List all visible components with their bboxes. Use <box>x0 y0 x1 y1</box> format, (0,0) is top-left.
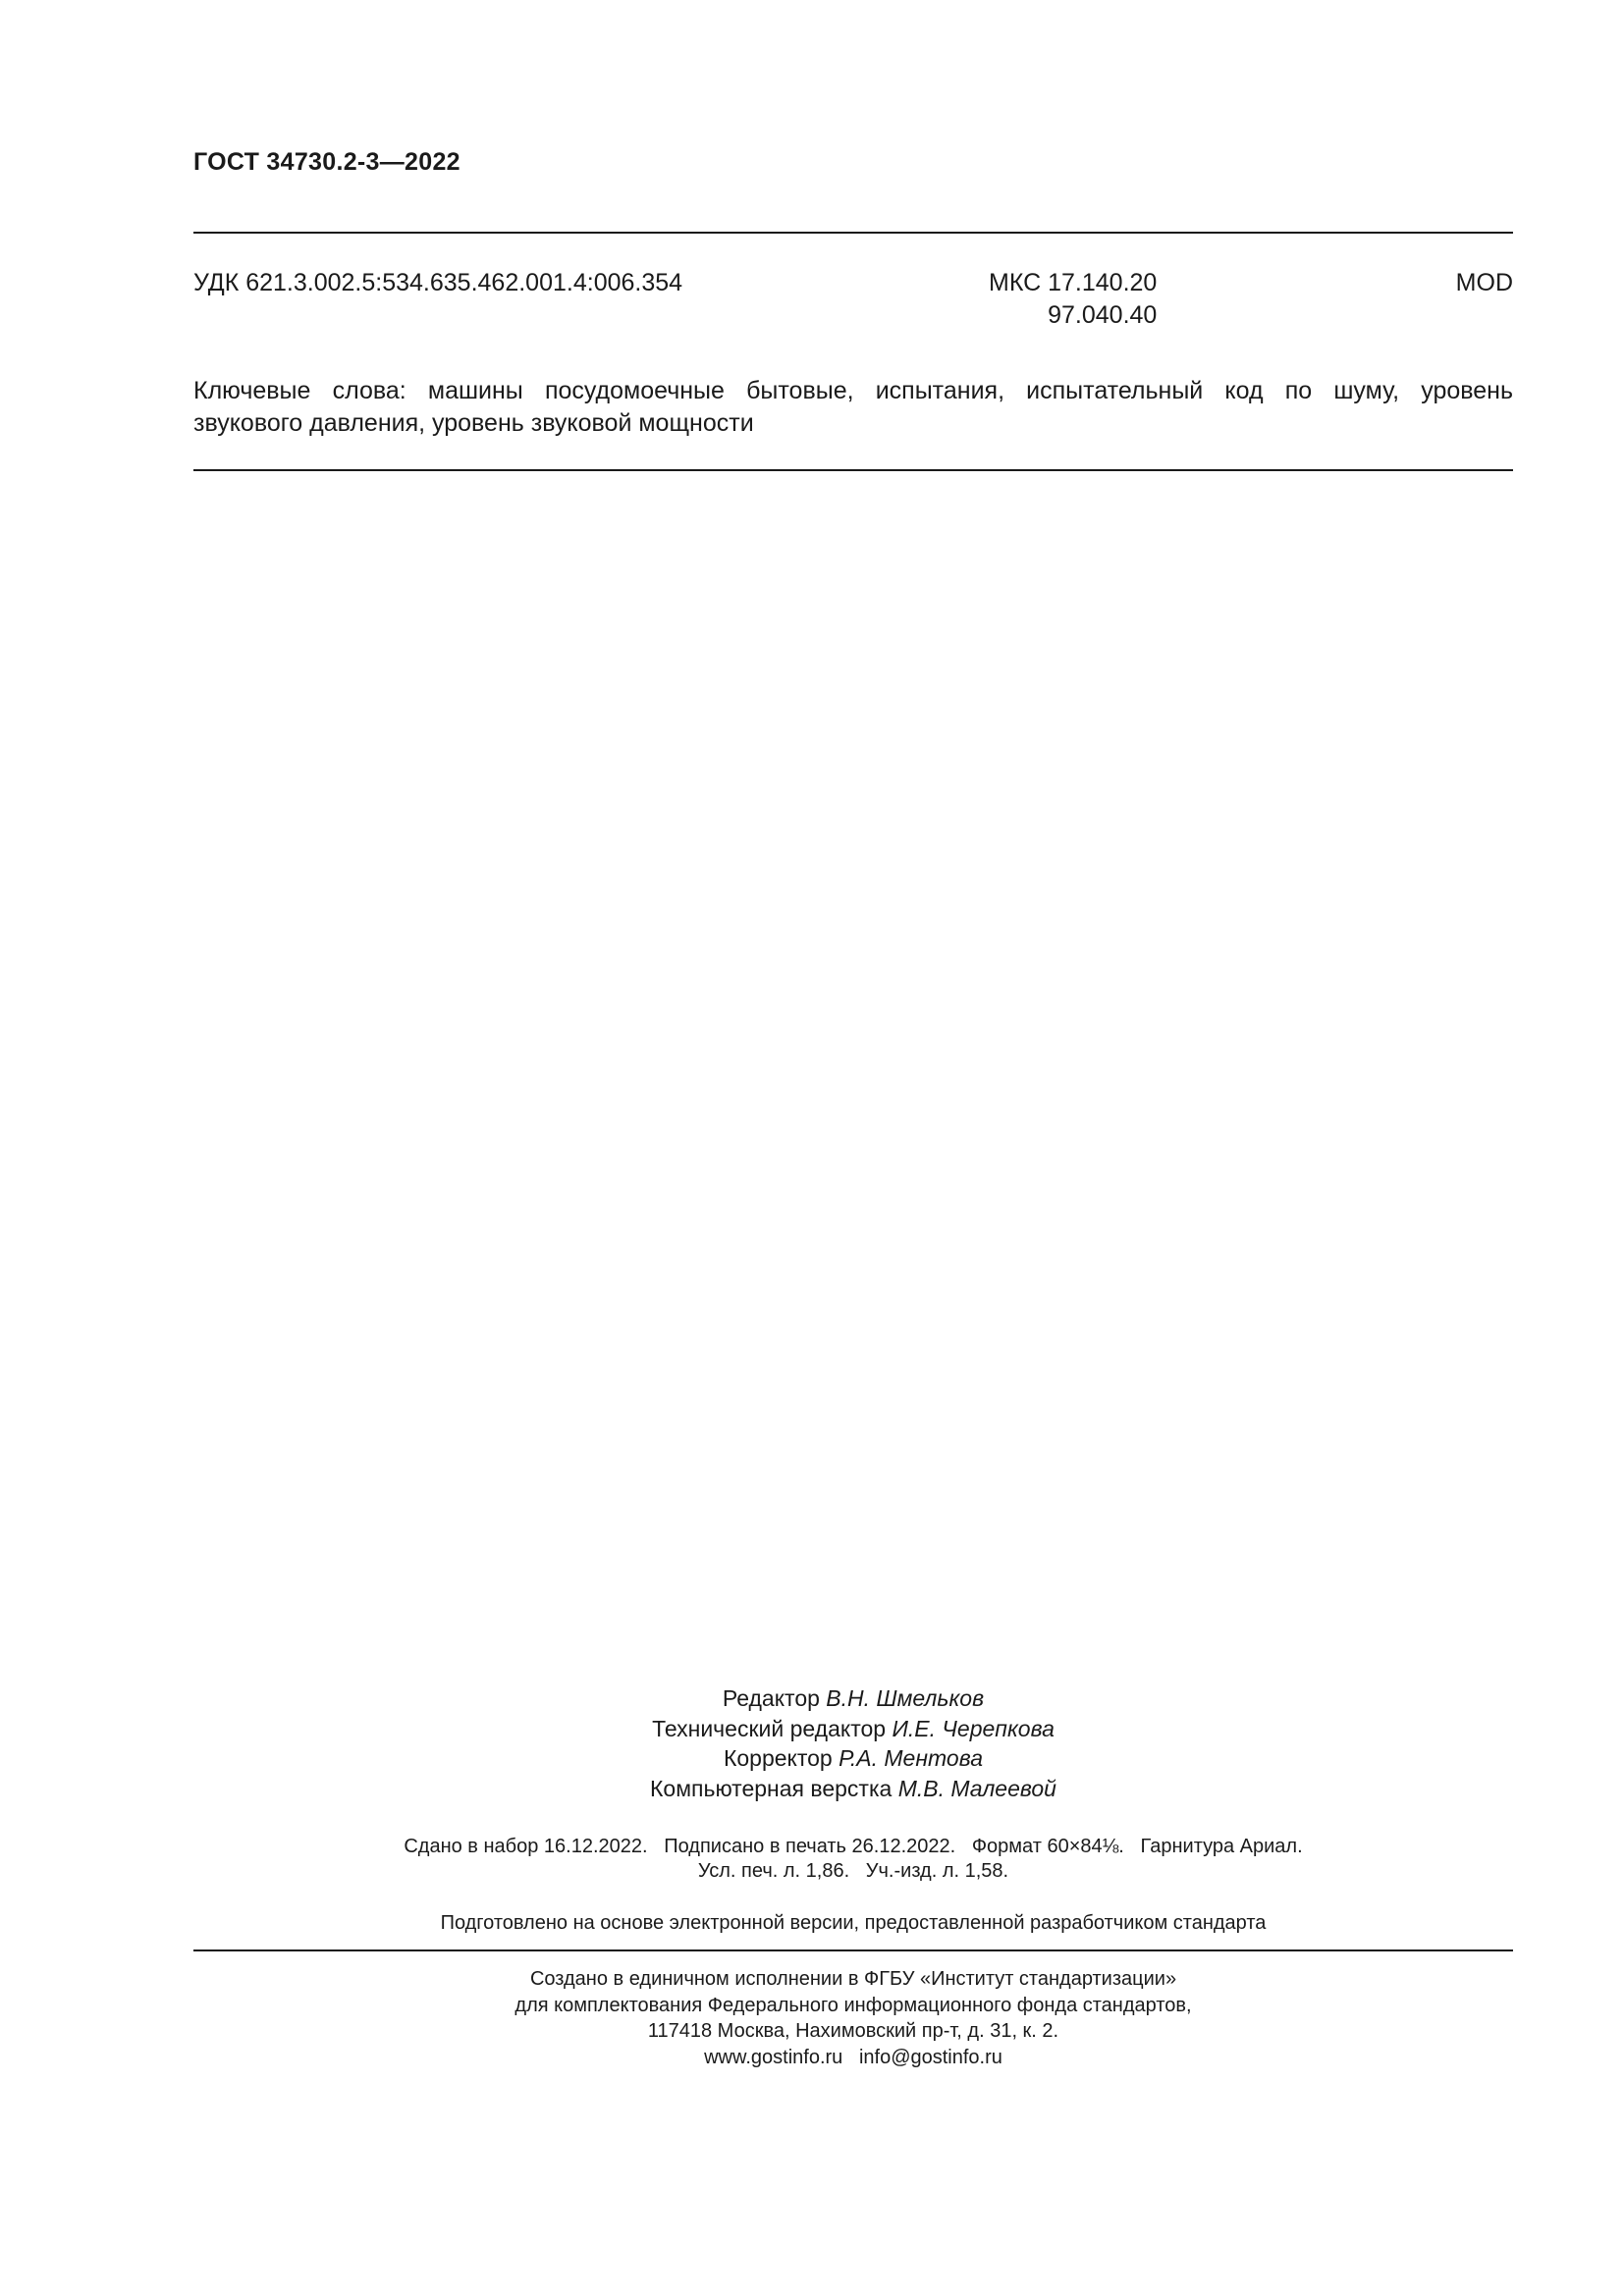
publisher-line-3: 117418 Москва, Нахимовский пр-т, д. 31, к. 2. <box>647 2020 1059 2042</box>
credit-role: Редактор <box>722 1685 820 1711</box>
keywords-divider <box>193 469 1513 471</box>
udk-code: УДК 621.3.002.5:534.635.462.001.4:006.354 <box>193 269 683 296</box>
credit-proofreader <box>193 1743 1513 1774</box>
credit-layout <box>193 1774 1513 1804</box>
mks-code-1: МКС 17.140.20 <box>989 269 1158 296</box>
credit-name: Р.А. Ментова <box>839 1745 983 1771</box>
credit-role: Компьютерная верстка <box>650 1775 893 1801</box>
prepared-note: Подготовлено на основе электронной версии, предоставленной разработчиком стандарта <box>440 1912 1267 1934</box>
publisher-line-2: для комплектования Федерального информационного фонда стандартов, <box>514 1994 1192 2016</box>
classification-row <box>193 267 1513 336</box>
credits-block <box>193 1683 1513 1803</box>
modification-mark: MOD <box>1455 269 1513 296</box>
keywords-line-1: Ключевые слова: машины посудомоечные бытовые, испытания, испытательный код по шуму, уровень <box>193 377 1513 404</box>
credit-name: М.В. Малеевой <box>897 1775 1056 1801</box>
publisher-line-1: Создано в единичном исполнении в ФГБУ «Институт стандартизации» <box>529 1968 1177 1990</box>
keywords-block <box>193 375 1513 440</box>
credit-name: И.Е. Черепкова <box>892 1715 1055 1741</box>
print-info-line-2: Усл. печ. л. 1,86. Уч.-изд. л. 1,58. <box>697 1860 1009 1882</box>
top-divider <box>193 232 1513 234</box>
mks-codes <box>989 267 1157 332</box>
mks-code-2: 97.040.40 <box>1048 301 1158 329</box>
credit-role: Корректор <box>723 1745 833 1771</box>
publisher-block <box>193 1966 1513 2070</box>
credit-tech-editor <box>193 1714 1513 1744</box>
print-info-block <box>193 1835 1513 1884</box>
bottom-divider <box>193 1949 1513 1951</box>
credit-editor <box>193 1683 1513 1714</box>
publisher-contacts: www.gostinfo.ru info@gostinfo.ru <box>704 2046 1002 2068</box>
credit-name: В.Н. Шмельков <box>826 1685 985 1711</box>
credit-role: Технический редактор <box>652 1715 887 1741</box>
keywords-line-2: звукового давления, уровень звуковой мощности <box>193 409 754 437</box>
document-number: ГОСТ 34730.2-3—2022 <box>193 148 460 176</box>
print-info-line-1: Сдано в набор 16.12.2022. Подписано в печать 26.12.2022. Формат 60×84⅛. Гарнитура Ариал. <box>404 1836 1303 1857</box>
